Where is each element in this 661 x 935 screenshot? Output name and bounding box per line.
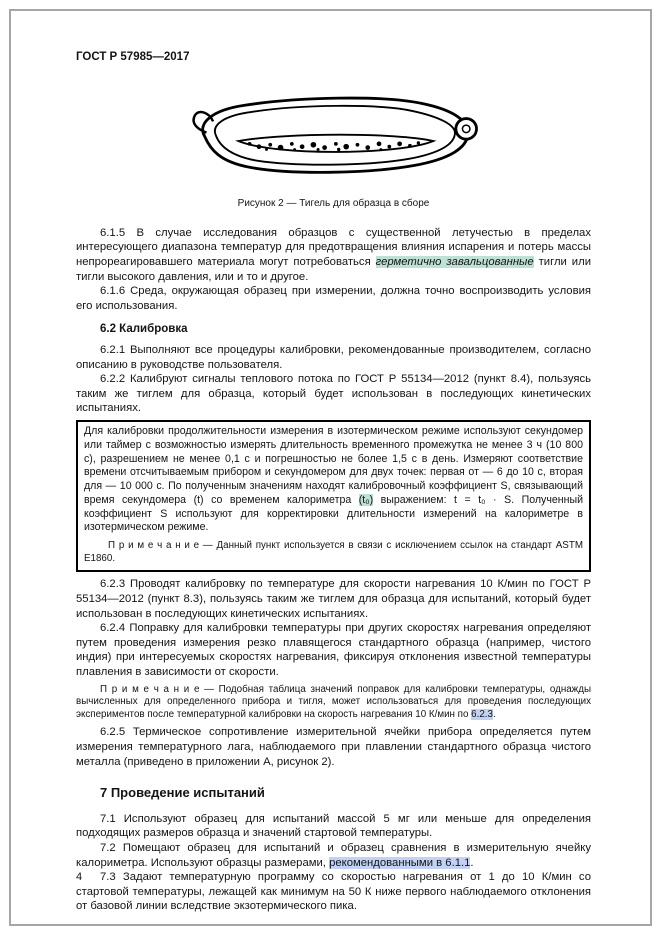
- box-text-end: выражением: t = t₀ · S. Полученный коэффициент S используют для корректировки длительности измерений на калориметре в изотермическом режиме.: [84, 493, 583, 534]
- crossref-link-6-1-1[interactable]: рекомендованными в 6.1.1: [329, 856, 471, 869]
- page-number: 4: [76, 871, 83, 883]
- figure-2: [76, 79, 591, 194]
- para-6-1-5-text: 6.1.5 В случае исследования образцов с существенной летучестью в пределах интересующего диапазона температур для предотвращения влияния испарения и потерь массы непрореагировавшего материала могут потребоваться: [76, 226, 591, 268]
- section-heading-7: 7 Проведение испытаний: [100, 785, 265, 801]
- crossref-link-6-2-3[interactable]: 6.2.3: [471, 708, 493, 720]
- figure-caption: Рисунок 2 — Тигель для образца в сборе: [237, 198, 430, 210]
- para-6-2-2: 6.2.2 Калибруют сигналы теплового потока по ГОСТ Р 55134—2012 (пункт 8.4), пользуясь таким же тиглем для образца, который будет использован в последующих кинетических испытаниях.: [76, 373, 591, 415]
- para-7-2-text-end: .: [470, 856, 474, 869]
- crucible-figure: [184, 79, 484, 189]
- note-6-2-4: [76, 684, 591, 722]
- para-6-2-5: 6.2.5 Термическое сопротивление измерительной ячейки прибора определяется путем измерения температурного лага, наблюдаемого при плавлении стандартного образца чистого металла (приведено в приложении А, рисунок 2).: [76, 726, 591, 768]
- note-6-2-4-text-end: .: [492, 708, 496, 720]
- box-text: Для калибровки продолжительности измерения в изотермическом режиме используют секундомер или таймер с возможностью измерять длительность временного промежутка не менее 3 ч (10 800 с), разрешением не менее 0,1 с и погрешностью не более 1,5 с в день. Измеряют соответствие времени отсчитываемым прибором и секундомером для двух точек: первая от — 6 до 10 с, вторая для — 10 000 с. По полученным значениям находят калибровочный коэффициент S, связывающий время секундомера (t) со временем калориметра: [84, 424, 583, 506]
- para-6-2-3: 6.2.3 Проводят калибровку по температуре для скорости нагревания 10 К/мин по ГОСТ Р 55134—2012 (пункт 8.3), пользуясь таким же тиглем для образца для испытаний, который будет использован в последующих кинетических испытаниях.: [76, 578, 591, 620]
- box-formula-highlight: (t₀): [358, 493, 374, 506]
- para-6-1-5-text-end: тигли или тигли высокого давления, или и то и другое.: [76, 255, 592, 283]
- para-6-2-4: 6.2.4 Поправку для калибровки температуры при других скоростях нагревания определяют путем проведения измерения резко плавящегося стандартного образца (например, чистого индия) при интересуемых скоростях нагревания, фиксируя отклонения известной температуры плавления в зависимости от скорости.: [76, 622, 591, 679]
- calibration-box-note: П р и м е ч а н и е — Данный пункт используется в связи с исключением ссылок на стандарт ASTM E1860.: [84, 540, 583, 564]
- calibration-box-text: [84, 425, 583, 535]
- para-6-1-5: [76, 226, 591, 284]
- para-7-2: [76, 841, 591, 870]
- calibration-box: [76, 420, 591, 573]
- para-6-2-1: 6.2.1 Выполняют все процедуры калибровки, рекомендованные производителем, согласно описанию в руководстве пользователя.: [76, 343, 591, 371]
- crucible-loop-handle: [455, 118, 476, 139]
- note-6-2-4-text: П р и м е ч а н и е — Подобная таблица значений поправок для калибровки температуры, однажды вычисленных для определенного прибора и тигля, может использоваться для проведения последующих экспериментов после температурной калибровки на скорость нагревания 10 К/мин по: [76, 683, 591, 720]
- para-6-1-5-emphasis: герметично завальцованные: [375, 255, 534, 268]
- document-title: ГОСТ Р 57985—2017: [76, 51, 190, 63]
- para-7-1: 7.1 Используют образец для испытаний массой 5 мг или меньше для определения подходящих размеров образца и значений стартовой температуры.: [76, 812, 591, 840]
- para-6-1-6: 6.1.6 Среда, окружающая образец при измерении, должна точно воспроизводить условия его использования.: [76, 285, 591, 312]
- page-content: [76, 50, 591, 914]
- para-7-2-text: 7.2 Помещают образец для испытаний и образец сравнения в измерительную ячейку калориметра. Используют образцы размерами,: [76, 841, 591, 869]
- section-heading-6-2: 6.2 Калибровка: [100, 323, 188, 336]
- para-7-3: 7.3 Задают температурную программу со скоростью нагревания от 1 до 10 К/мин со стартовой температуры, лежащей как минимум на 50 К ниже первого наблюдаемого отклонения от базовой линии вследствие экзотермического пика.: [76, 871, 591, 913]
